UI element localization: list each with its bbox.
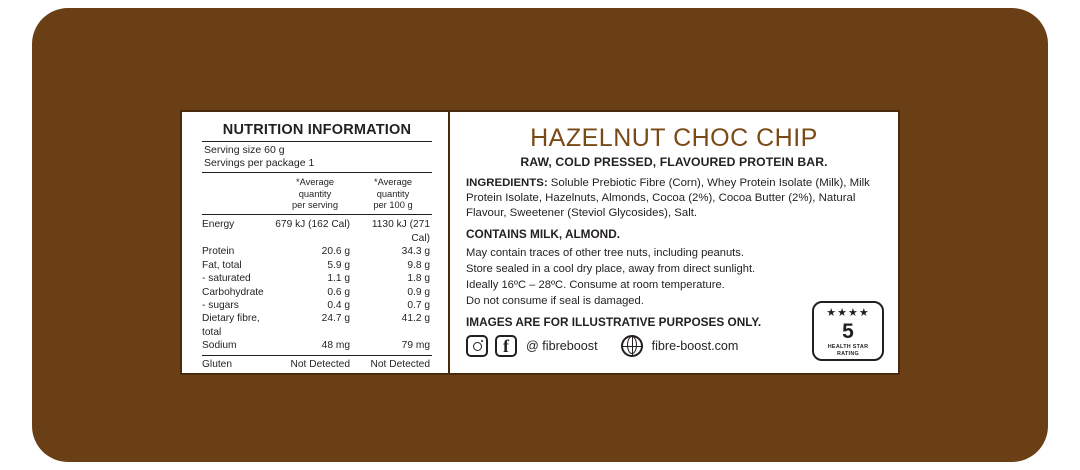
table-row: [202, 286, 432, 299]
facebook-f-glyph: f: [503, 336, 509, 357]
product-subtitle: RAW, COLD PRESSED, FLAVOURED PROTEIN BAR.: [520, 155, 828, 169]
facebook-icon[interactable]: [495, 335, 517, 357]
label-panel: [180, 110, 900, 375]
column-header-spacer: [202, 177, 276, 211]
serving-size: Serving size 60 g: [204, 144, 285, 156]
row-value-serving: 48 mg: [321, 340, 350, 352]
per-serving-line2: quantity: [298, 188, 332, 199]
globe-ellipse: [627, 336, 637, 354]
row-value-serving: 20.6 g: [321, 246, 350, 258]
page-title: HAZELNUT CHOC CHIP: [530, 124, 818, 152]
table-row: [202, 312, 432, 339]
row-value-serving: 5.9 g: [327, 259, 350, 271]
row-value-100g: 41.2 g: [401, 313, 430, 325]
row-label: Fat, total: [202, 259, 242, 271]
row-value-serving: 24.7 g: [321, 313, 350, 325]
table-row: [202, 245, 432, 258]
advice-line: May contain traces of other tree nuts, including peanuts.: [466, 247, 744, 260]
ingredients-label: INGREDIENTS:: [466, 177, 548, 189]
nutrition-information-panel: [182, 112, 450, 373]
table-row: [202, 355, 432, 371]
row-value-serving: 1.1 g: [327, 273, 350, 285]
website-url[interactable]: fibre-boost.com: [651, 339, 739, 354]
column-header-per-100g: [354, 177, 432, 211]
per-serving-line1: *Average: [295, 177, 335, 188]
row-value-100g: Not Detected: [370, 358, 430, 370]
row-value-100g: 9.8 g: [407, 259, 430, 271]
row-label: Protein: [202, 246, 235, 258]
row-label: Gluten: [202, 358, 233, 370]
health-star-stars: ★★★★: [826, 307, 870, 319]
health-star-rating-badge: [812, 301, 884, 361]
ingredients-paragraph: [466, 176, 882, 221]
advice-line: Do not consume if seal is damaged.: [466, 295, 644, 308]
row-label: Dietary fibre, total: [202, 313, 260, 338]
illustrative-notice: IMAGES ARE FOR ILLUSTRATIVE PURPOSES ONLY.: [466, 315, 762, 330]
row-value-100g: 0.7 g: [407, 299, 430, 311]
table-row: [202, 272, 432, 285]
row-value-100g: 0.9 g: [407, 286, 430, 298]
table-row: [202, 339, 432, 352]
row-value-serving: 0.4 g: [327, 299, 350, 311]
row-value-100g: 1130 kJ (271 Cal): [371, 219, 430, 244]
table-row: [202, 218, 432, 245]
per-100g-line1: *Average: [373, 177, 413, 188]
row-value-serving: 679 kJ (162 Cal): [275, 219, 350, 231]
instagram-icon[interactable]: [466, 335, 488, 357]
instagram-dot: [481, 340, 483, 342]
servings-per-package: Servings per package 1: [204, 157, 315, 170]
table-row: [202, 259, 432, 272]
row-label: Sodium: [202, 340, 237, 352]
row-value-serving: Not Detected: [290, 358, 350, 370]
product-information-panel: [450, 112, 898, 373]
nutrition-rows: [202, 215, 432, 371]
health-star-caption-line1: HEALTH STAR: [827, 344, 869, 350]
row-value-100g: 1.8 g: [407, 273, 430, 285]
health-star-rating-value: 5: [842, 320, 854, 343]
per-100g-line2: quantity: [376, 188, 410, 199]
serving-details: [202, 142, 432, 173]
row-label: Carbohydrate: [202, 286, 264, 298]
advice-line: Store sealed in a cool dry place, away from direct sunlight.: [466, 263, 756, 276]
allergen-statement: CONTAINS MILK, ALMOND.: [466, 227, 620, 242]
ingredients-text: Soluble Prebiotic Fibre (Corn), Whey Protein Isolate (Milk), Milk Protein Isolate, Hazelnuts, Almonds, Cocoa (2%), Cocoa Butter (2%), Natural Flavour, Sweetener (Steviol Glycosides), Salt.: [466, 177, 870, 220]
column-header-per-serving: [276, 177, 354, 211]
table-row: [202, 299, 432, 312]
row-label: - sugars: [202, 299, 239, 311]
nutrition-title: NUTRITION INFORMATION: [202, 122, 432, 142]
advice-line: Ideally 16ºC – 28ºC. Consume at room temperature.: [466, 279, 725, 292]
row-label: - saturated: [202, 273, 251, 285]
social-handle: @ fibreboost: [526, 339, 598, 354]
instagram-ring: [473, 342, 482, 351]
row-value-serving: 0.6 g: [327, 286, 350, 298]
per-serving-line3: per serving: [292, 199, 338, 210]
row-value-100g: 79 mg: [401, 340, 430, 352]
row-label: Energy: [202, 219, 235, 231]
row-value-100g: 34.3 g: [401, 246, 430, 258]
per-100g-line3: per 100 g: [373, 199, 413, 210]
health-star-caption-line2: RATING: [836, 351, 860, 357]
nutrition-column-headers: [202, 173, 432, 215]
globe-icon[interactable]: [621, 335, 643, 357]
